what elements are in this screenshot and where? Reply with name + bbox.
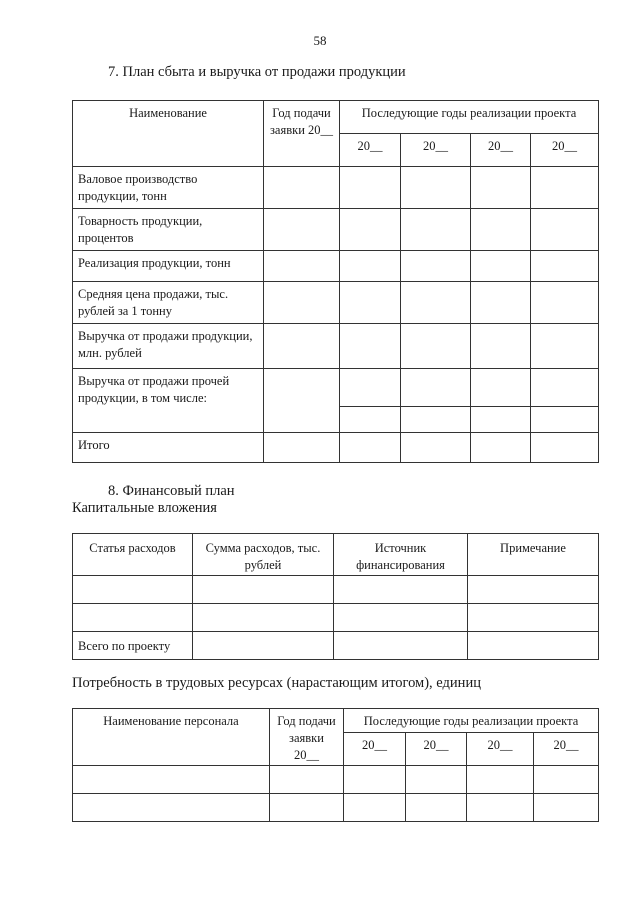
table-row bbox=[73, 324, 599, 369]
section8-subtitle: Капитальные вложения bbox=[72, 500, 217, 516]
header-year: 20__ bbox=[401, 134, 471, 167]
table-row bbox=[73, 251, 599, 282]
table-row bbox=[73, 632, 599, 660]
header-year-application: Год подачи заявки 20__ bbox=[264, 101, 340, 167]
capital-investments-table bbox=[72, 533, 599, 660]
header-year: 20__ bbox=[467, 733, 534, 766]
row-label-gross-production: Валовое производство продукции, тонн bbox=[73, 167, 264, 209]
row-label-revenue: Выручка от продажи продукции, млн. рублей bbox=[73, 324, 264, 369]
section7-title: 7. План сбыта и выручка от продажи продукции bbox=[108, 64, 406, 80]
labor-title: Потребность в трудовых ресурсах (нарастающим итогом), единиц bbox=[72, 675, 481, 691]
row-label-average-price: Средняя цена продажи, тыс. рублей за 1 тонну bbox=[73, 282, 264, 324]
table-row bbox=[73, 282, 599, 324]
page-number: 58 bbox=[313, 33, 327, 48]
header-expense-amount: Сумма расходов, тыс. рублей bbox=[193, 534, 334, 576]
header-expense-item: Статья расходов bbox=[73, 534, 193, 576]
header-year: 20__ bbox=[534, 733, 599, 766]
total-label: Всего по проекту bbox=[73, 632, 193, 660]
table-row bbox=[73, 604, 599, 632]
section8-title: 8. Финансовый план bbox=[108, 483, 235, 499]
table-row bbox=[73, 369, 599, 407]
row-label-marketability: Товарность продукции, процентов bbox=[73, 209, 264, 251]
header-year: 20__ bbox=[531, 134, 599, 167]
header-year-application: Год подачи заявки 20__ bbox=[270, 709, 344, 766]
table-row bbox=[73, 576, 599, 604]
table-row bbox=[73, 766, 599, 794]
header-funding-source: Источник финансирования bbox=[334, 534, 468, 576]
row-label-sales: Реализация продукции, тонн bbox=[73, 251, 264, 282]
header-year: 20__ bbox=[471, 134, 531, 167]
header-name: Наименование bbox=[73, 101, 264, 167]
header-following-years: Последующие годы реализации проекта bbox=[340, 101, 599, 134]
header-year: 20__ bbox=[344, 733, 406, 766]
header-note: Примечание bbox=[468, 534, 599, 576]
header-following-years: Последующие годы реализации проекта bbox=[344, 709, 599, 733]
table-row bbox=[73, 433, 599, 463]
header-personnel-name: Наименование персонала bbox=[73, 709, 270, 766]
labor-resources-table bbox=[72, 708, 599, 822]
table-row bbox=[73, 794, 599, 822]
sales-plan-table bbox=[72, 100, 599, 463]
header-year: 20__ bbox=[340, 134, 401, 167]
row-label-total: Итого bbox=[73, 433, 264, 463]
row-label-other-revenue: Выручка от продажи прочей продукции, в том числе: bbox=[73, 369, 264, 433]
table-row bbox=[73, 167, 599, 209]
header-year: 20__ bbox=[406, 733, 467, 766]
table-row bbox=[73, 209, 599, 251]
